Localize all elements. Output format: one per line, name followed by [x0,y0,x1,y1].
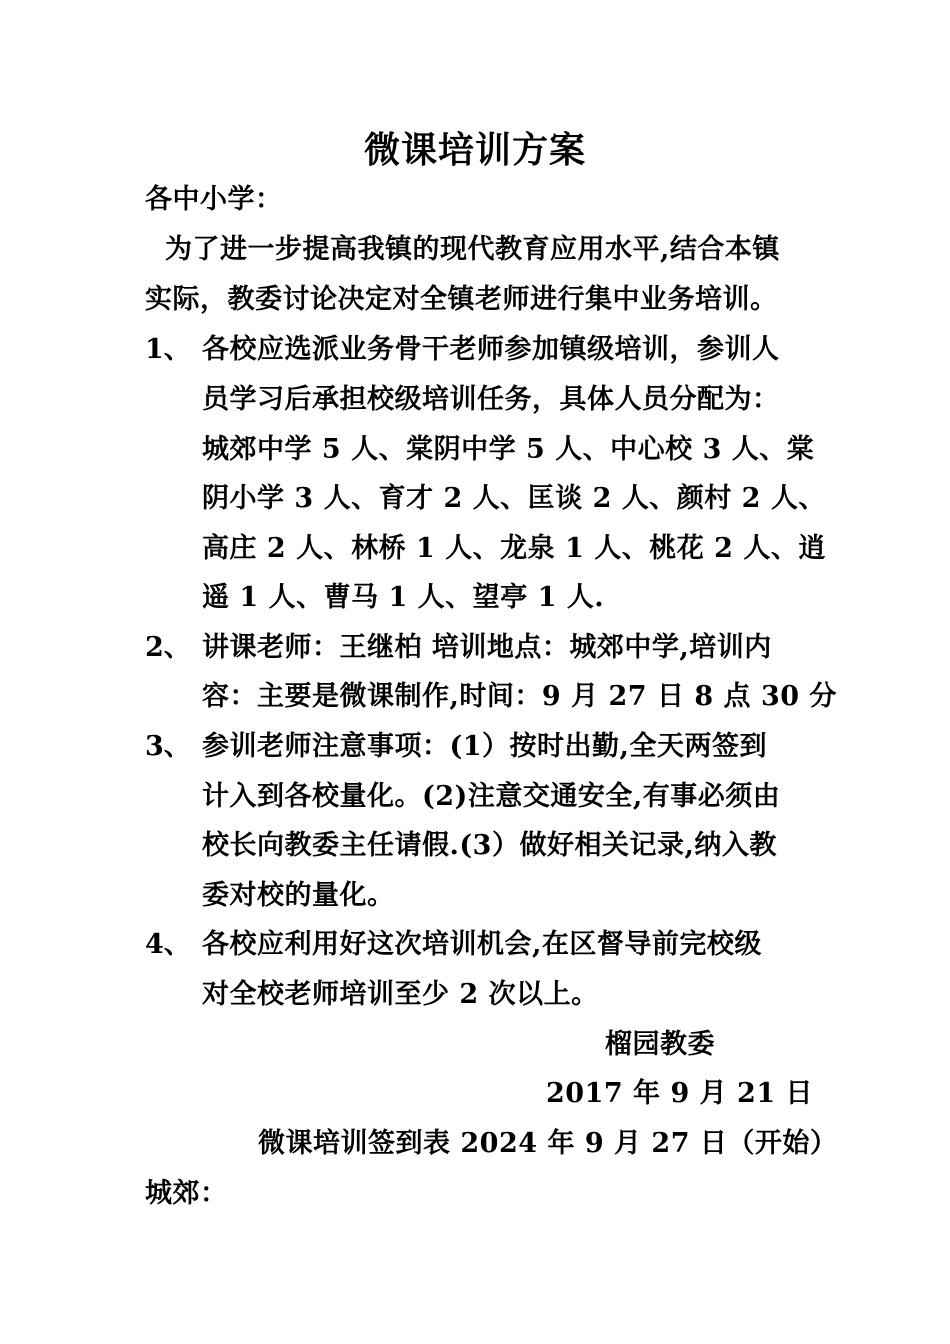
item-number-3: 3、 [145,731,191,762]
item-4-line: 各校应利用好这次培训机会,在区督导前完校级 [202,929,762,960]
signature-date: 2017 年 9 月 21 日 [546,1078,814,1109]
item-2-line: 容：主要是微课制作,时间：9 月 27 日 8 点 30 分 [202,681,837,712]
signin-sheet-title: 微课培训签到表 2024 年 9 月 27 日（开始） [258,1128,838,1159]
item-3-line: 校长向教委主任请假.(3）做好相关记录,纳入教 [202,830,777,861]
item-1-line: 城郊中学 5 人、棠阴中学 5 人、中心校 3 人、棠 [202,434,815,465]
item-2-line: 讲课老师：王继柏 培训地点：城郊中学,培训内 [202,632,772,663]
item-3-line: 计入到各校量化。(2)注意交通安全,有事必须由 [202,781,781,812]
item-3-line: 委对校的量化。 [202,880,395,911]
signature: 榴园教委 [605,1029,715,1060]
item-number-1: 1、 [145,334,191,365]
document-title: 微课培训方案 [363,129,586,171]
item-1-line: 员学习后承担校级培训任务，具体人员分配为： [202,384,780,415]
salutation: 各中小学： [145,184,283,215]
item-1-line: 遥 1 人、曹马 1 人、望亭 1 人. [202,582,605,613]
school-label: 城郊： [145,1178,228,1209]
item-1-line: 阴小学 3 人、育才 2 人、匡谈 2 人、颜村 2 人、 [202,483,826,514]
intro-line-2: 实际，教委讨论决定对全镇老师进行集中业务培训。 [145,284,778,315]
item-1-line: 高庄 2 人、林桥 1 人、龙泉 1 人、桃花 2 人、逍 [202,533,826,564]
item-1-line: 各校应选派业务骨干老师参加镇级培训，参训人 [202,334,780,365]
item-number-2: 2、 [145,632,191,663]
item-4-line: 对全校老师培训至少 2 次以上。 [202,979,599,1010]
intro-line-1: 为了进一步提高我镇的现代教育应用水平,结合本镇 [165,234,780,265]
item-number-4: 4、 [145,929,191,960]
item-3-line: 参训老师注意事项：(1）按时出勤,全天两签到 [202,731,767,762]
